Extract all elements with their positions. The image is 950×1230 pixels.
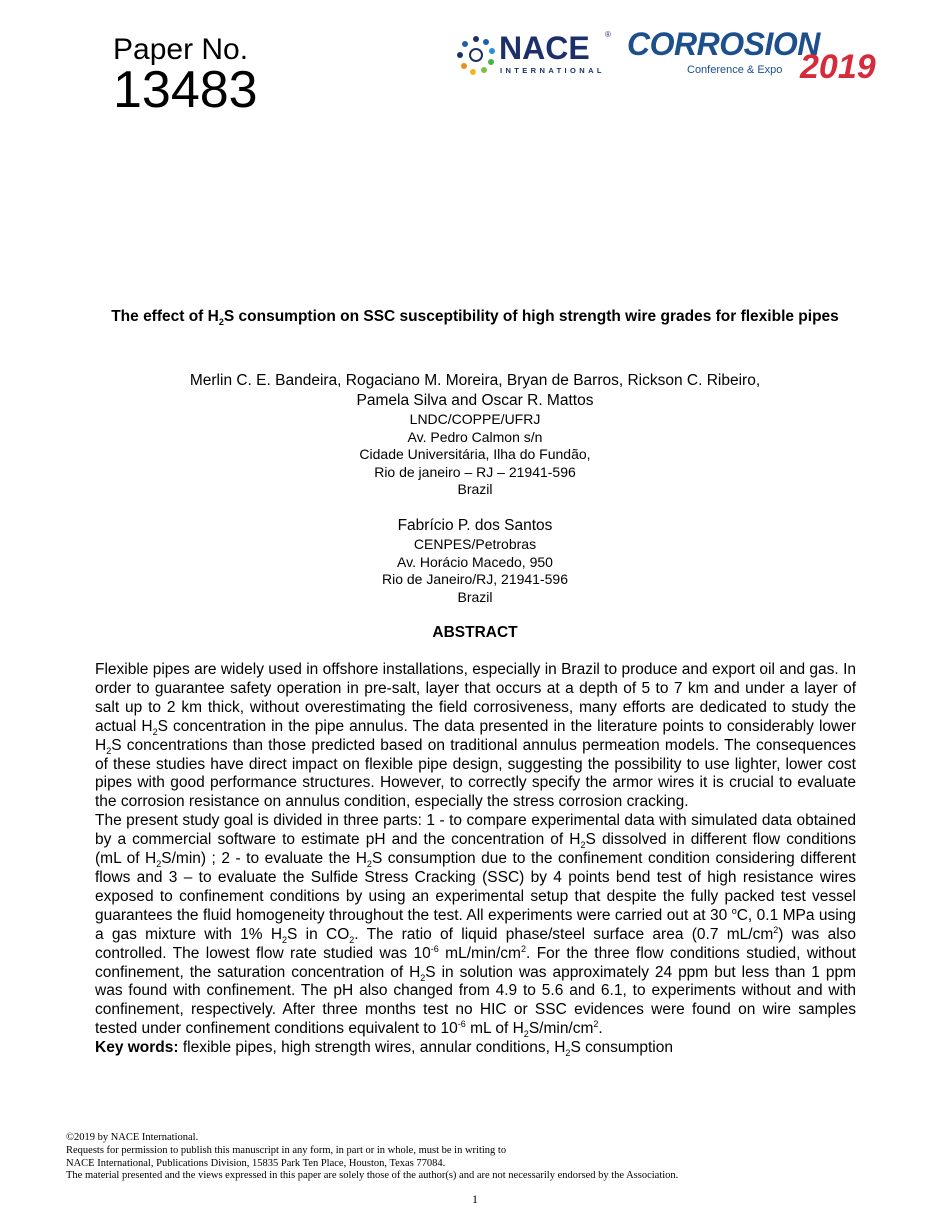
- affiliation-line: Cidade Universitária, Ilha do Fundão,: [359, 446, 591, 462]
- corrosion-subtitle: Conference & Expo: [687, 64, 783, 76]
- abstract-paragraph-2: The present study goal is divided in three parts: 1 - to compare experimental data with simulated data obtained by a commercial software to estimate pH and the concentration of $H_2S$ dissolved in different flow conditions (mL of $H_2S/\min$) ; 2 - to evaluate the $H_2S$ consumption due to the confinement condition considering different flows and 3 – to evaluate the Sulfide Stress Cracking (SSC) by 4 points bend test of high resistance wires exposed to confinement conditions by using an experimental setup that despite the fully packed test vessel guarantees the fluid homogeneity throughout the test. All experiments were carried out at 30 $^o$C, 0.1 MPa using a gas mixture with 1% $H_2S$ in $CO_2$. The ratio of liquid phase/steel surface area (0.7 $mL/cm^2$) was also controlled. The lowest flow rate studied was $10^{-6}$ $mL/\min/cm^2$. For the three flow conditions studied, without confinement, the saturation concentration of $H_2S$ in solution was approximately 24 ppm but less than 1 ppm was found with confinement. The pH also changed from 4.9 to 5.6 and 6.1, to experiments without and with confinement, respectively. After three months test no HIC or SSC evidences were found on wire samples tested under confinement conditions equivalent to $10^{-6}$ mL of $H_2S/\min/cm^2$.: [95, 812, 857, 1040]
- page-number: 1: [472, 1192, 478, 1206]
- affiliation-line: Av. Pedro Calmon s/n: [407, 428, 543, 445]
- corrosion-year: 2019: [800, 48, 876, 86]
- corrosion-wordmark: CORROSION: [627, 26, 820, 62]
- paper-number-block: [113, 33, 258, 119]
- nace-logo: [455, 30, 615, 80]
- nace-wordmark: NACE: [499, 30, 590, 66]
- author-names-line-2: Pamela Silva and Oscar R. Mattos: [356, 392, 594, 409]
- author-names-line-1: Merlin C. E. Bandeira, Rogaciano M. Moreira, Bryan de Barros, Rickson C. Ribeiro,: [189, 372, 761, 389]
- abstract-body: [95, 661, 856, 1058]
- footer-line: NACE International, Publications Division, 15835 Park Ten Place, Houston, Texas 77084.: [66, 1157, 446, 1169]
- affiliation-line: Brazil: [457, 481, 493, 497]
- keywords-label: Key words:: [95, 1039, 179, 1057]
- affiliation-line: Rio de janeiro – RJ – 21941-596: [374, 463, 576, 480]
- nace-emblem-icon: [455, 34, 497, 76]
- nace-registered-mark: ®: [605, 30, 611, 39]
- abstract-heading: ABSTRACT: [432, 624, 518, 641]
- paper-title: The effect of $H_2S$ consumption on SSC susceptibility of high strength wire grades for flexible pipes: [111, 308, 839, 328]
- footer-line: Requests for permission to publish this manuscript in any form, in part or in whole, must be in writing to: [66, 1144, 507, 1156]
- author-name: Fabrício P. dos Santos: [397, 517, 553, 534]
- corrosion-logo: [625, 26, 885, 90]
- author-block-1: [100, 371, 850, 499]
- footer-line: The material presented and the views expressed in this paper are solely those of the author(s) and are not necessarily endorsed by the Association.: [66, 1170, 679, 1182]
- affiliation-line: Rio de Janeiro/RJ, 21941-596: [381, 571, 568, 587]
- keywords: Key words: flexible pipes, high strength wires, annular conditions, $H_2S$ consumption: [95, 1039, 673, 1059]
- affiliation-line: Brazil: [457, 588, 493, 605]
- affiliation-line: LNDC/COPPE/UFRJ: [409, 411, 541, 427]
- abstract-paragraph-1: Flexible pipes are widely used in offshore installations, especially in Brazil to produce and export oil and gas. In order to guarantee safety operation in pre-salt, layer that occurs at a depth of 5 to 7 km and under a layer of salt up to 2 km thick, without overestimating the field corrosiveness, many efforts are dedicated to study the actual $H_2S$ concentration in the pipe annulus. The data presented in the literature points to considerably lower $H_2S$ concentrations than those predicted based on traditional annulus permeation models. The consequences of these studies have direct impact on flexible pipe design, suggesting the possibility to use lighter, lower cost pipes with good performance structures. However, to correctly specify the armor wires it is crucial to evaluate the corrosion resistance on annulus condition, especially the stress corrosion cracking.: [95, 661, 856, 811]
- copyright-footer: [66, 1132, 678, 1183]
- affiliation-line: CENPES/Petrobras: [413, 536, 537, 552]
- author-block-2: [100, 516, 850, 606]
- footer-line: ©2019 by NACE International.: [66, 1132, 199, 1143]
- paper-number: 13483: [113, 61, 258, 119]
- nace-subtitle: INTERNATIONAL: [500, 66, 605, 75]
- affiliation-line: Av. Horácio Macedo, 950: [397, 553, 553, 570]
- paper-number-label: Paper No.: [113, 33, 249, 66]
